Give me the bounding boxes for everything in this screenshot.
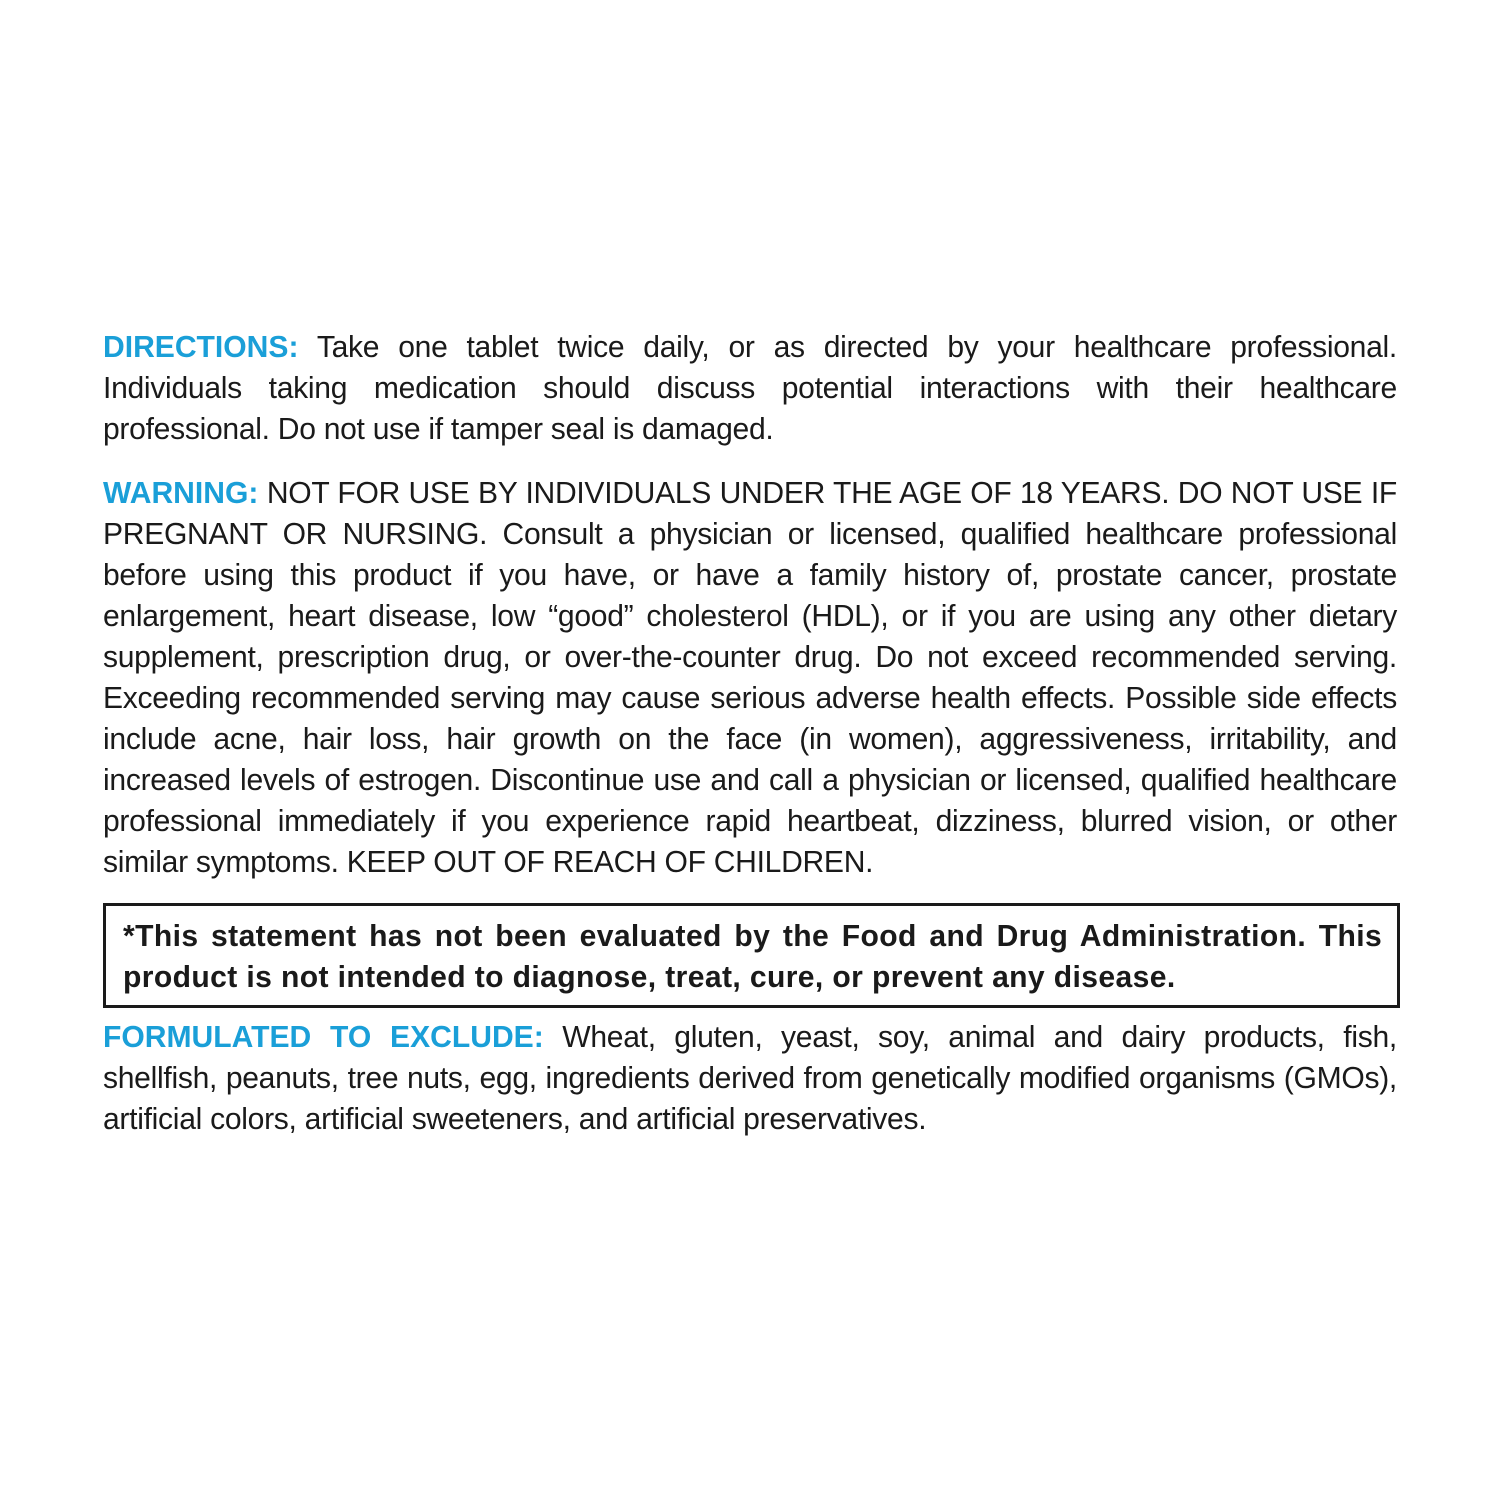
- warning-text: NOT FOR USE BY INDIVIDUALS UNDER THE AGE OF 18 YEARS. DO NOT USE IF PREGNANT OR NURSING. Consult a physician or licensed, qualified healthcare professional before using this product if you have, or have a family history of, prostate cancer, prostate enlargement, heart disease, low “good” cholesterol (HDL), or if you are using any other dietary supplement, prescription drug, or over-the-counter drug. Do not exceed recommended serving. Exceeding recommended serving may cause serious adverse health effects. Possible side effects include acne, hair loss, hair growth on the face (in women), aggressiveness, irritability, and increased levels of estrogen. Discontinue use and call a physician or licensed, qualified healthcare professional immediately if you experience rapid heartbeat, dizziness, blurred vision, or other similar symptoms. KEEP OUT OF REACH OF CHILDREN.: [103, 475, 1397, 879]
- formulated-heading: FORMULATED TO EXCLUDE:: [103, 1019, 544, 1054]
- warning-section: [103, 472, 1397, 882]
- directions-section: [103, 326, 1397, 449]
- directions-text: Take one tablet twice daily, or as directed by your healthcare professional. Individuals taking medication should discuss potential interactions with their healthcare professional. Do not use if tamper seal is damaged.: [103, 329, 1397, 446]
- label-content: [103, 326, 1397, 1139]
- formulated-section: [103, 1016, 1397, 1139]
- fda-disclaimer-box: [103, 903, 1400, 1008]
- warning-heading: WARNING:: [103, 475, 259, 510]
- directions-heading: DIRECTIONS:: [103, 329, 299, 364]
- formulated-text: Wheat, gluten, yeast, soy, animal and dairy products, fish, shellfish, peanuts, tree nuts, egg, ingredients derived from genetically modified organisms (GMOs), artificial colors, artificial sweeteners, and artificial preservatives.: [103, 1019, 1397, 1136]
- fda-disclaimer-text: *This statement has not been evaluated by the Food and Drug Administration. This product is not intended to diagnose, treat, cure, or prevent any disease.: [123, 918, 1383, 994]
